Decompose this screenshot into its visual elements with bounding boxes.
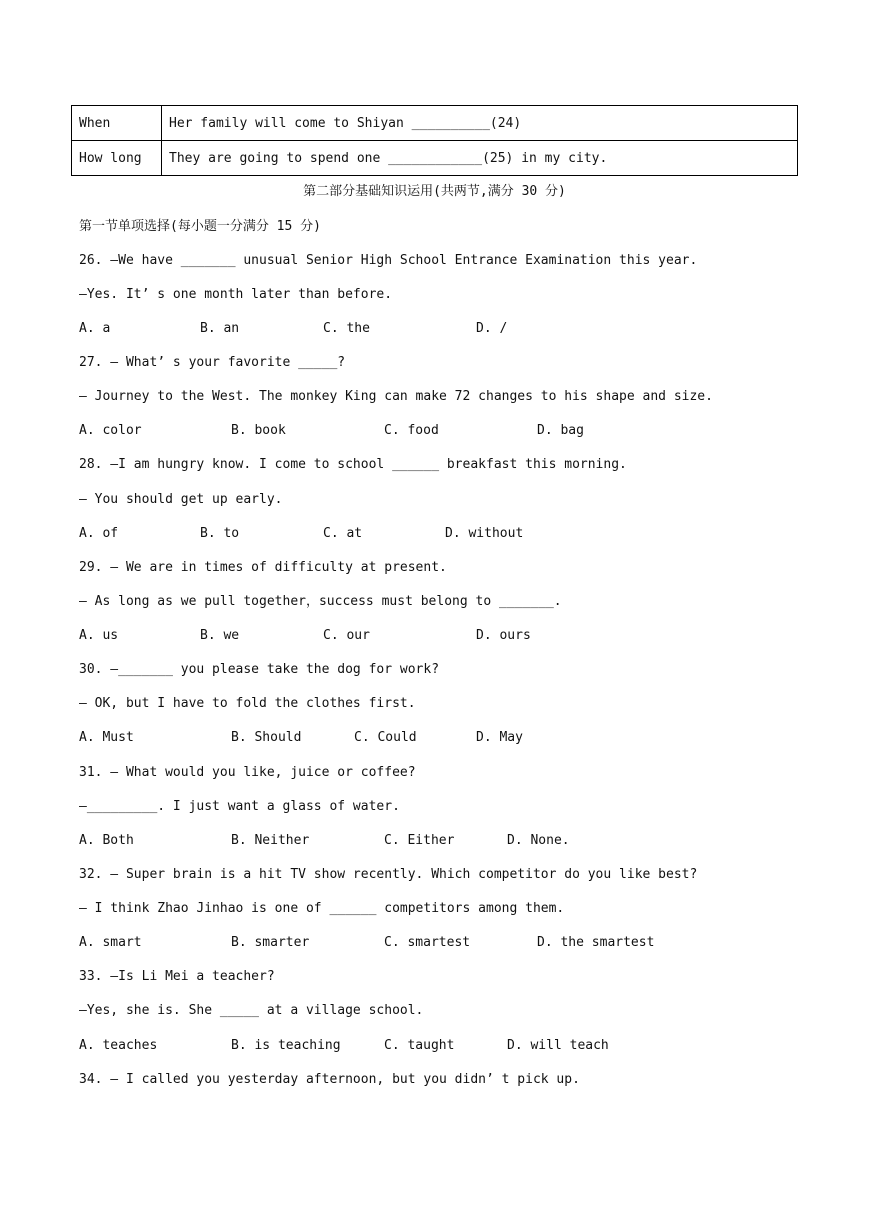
option-d: D. ours [476,628,531,643]
option-b: B. we [200,628,240,643]
option-d: D. without [445,526,524,541]
option-c: C. Either [384,833,455,848]
question-reply: — Journey to the West. The monkey King can make 72 changes to his shape and size. [79,389,713,404]
table-row [72,106,798,141]
question-stem: 32. — Super brain is a hit TV show recently. Which competitor do you like best? [79,867,698,882]
table-value: Her family will come to Shiyan __________(24) [162,106,798,141]
table-row [72,141,798,176]
question-reply: — You should get up early. [79,492,283,507]
option-c: C. at [323,526,363,541]
question-reply: — As long as we pull together，success must belong to _______. [79,594,562,609]
table-value: They are going to spend one ____________(25) in my city. [162,141,798,176]
option-c: C. smartest [384,935,471,950]
option-a: A. a [79,321,111,336]
option-a: A. Both [79,833,134,848]
question-reply: — OK, but I have to fold the clothes first. [79,696,416,711]
option-b: B. is teaching [231,1038,341,1053]
option-a: A. Must [79,730,134,745]
question-stem: 28. —I am hungry know. I come to school ______ breakfast this morning. [79,457,627,472]
option-c: C. our [323,628,370,643]
question-stem: 31. — What would you like, juice or coffee? [79,765,416,780]
question-stem: 29. — We are in times of difficulty at present. [79,560,447,575]
option-d: D. May [476,730,523,745]
option-b: B. smarter [231,935,310,950]
question-reply: — I think Zhao Jinhao is one of ______ competitors among them. [79,901,565,916]
option-c: C. Could [354,730,417,745]
question-stem: 26. —We have _______ unusual Senior High School Entrance Examination this year. [79,253,698,268]
table-key: When [72,106,162,141]
question-reply: —_________. I just want a glass of water. [79,799,400,814]
option-d: D. / [476,321,508,336]
option-c: C. food [384,423,439,438]
option-a: A. smart [79,935,142,950]
option-a: A. us [79,628,119,643]
option-b: B. Should [231,730,302,745]
info-table [71,105,798,176]
part-title: 第二部分基础知识运用(共两节,满分 30 分) [303,184,566,199]
question-stem: 33. —Is Li Mei a teacher? [79,969,275,984]
option-b: B. Neither [231,833,310,848]
question-stem: 27. — What’ s your favorite _____? [79,355,346,370]
question-stem: 30. —_______ you please take the dog for work? [79,662,440,677]
option-b: B. book [231,423,286,438]
option-a: A. of [79,526,119,541]
option-b: B. an [200,321,240,336]
option-d: D. None. [507,833,570,848]
option-d: D. the smartest [537,935,655,950]
question-reply: —Yes, she is. She _____ at a village school. [79,1003,424,1018]
option-a: A. teaches [79,1038,158,1053]
option-b: B. to [200,526,240,541]
option-d: D. will teach [507,1038,609,1053]
question-reply: —Yes. It’ s one month later than before. [79,287,393,302]
option-c: C. the [323,321,370,336]
option-d: D. bag [537,423,584,438]
section-title: 第一节单项选择(每小题一分满分 15 分) [79,219,321,234]
question-stem: 34. — I called you yesterday afternoon, but you didn’ t pick up. [79,1072,580,1087]
table-key: How long [72,141,162,176]
option-c: C. taught [384,1038,455,1053]
option-a: A. color [79,423,142,438]
